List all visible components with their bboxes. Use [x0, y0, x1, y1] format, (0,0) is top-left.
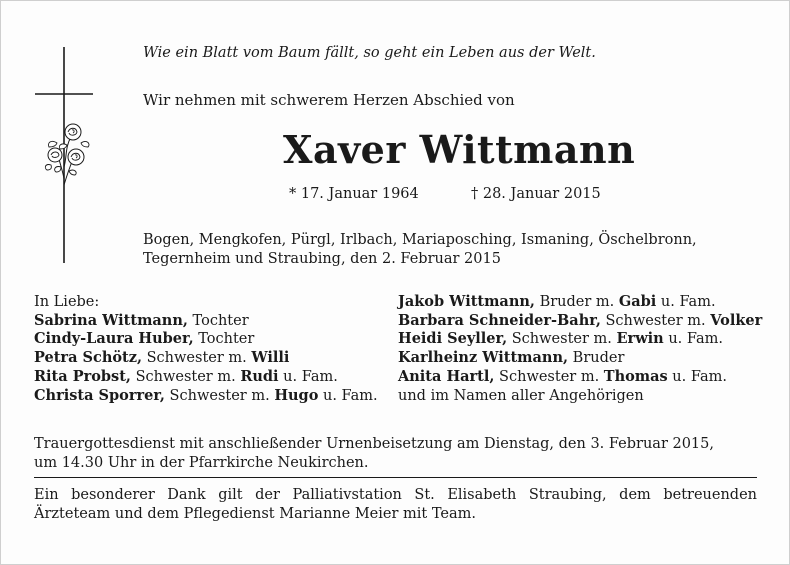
mourner-entry: Cindy-Laura Huber, Tochter: [34, 330, 255, 348]
mourner-entry: Barbara Schneider-Bahr, Schwester m. Volker: [398, 311, 763, 329]
places-line-2: Tegernheim und Straubing, den 2. Februar 2015: [143, 251, 501, 267]
mourners-right-column: [398, 293, 762, 405]
farewell-line: Wir nehmen mit schwerem Herzen Abschied von: [143, 91, 515, 109]
divider: [34, 477, 757, 478]
service-line-1: Trauergottesdienst mit anschließender Urnenbeisetzung am Dienstag, den 3. Februar 2015,: [34, 436, 714, 452]
thanks-note: Ein besonderer Dank gilt der Palliativstation St. Elisabeth Straubing, dem betreuenden Ärzteteam und dem Pflegedienst Marianne Meier mit Team.: [34, 487, 757, 522]
mourner-entry: Christa Sporrer, Schwester m. Hugo u. Fam.: [34, 386, 378, 404]
mourner-entry: Jakob Wittmann, Bruder m. Gabi u. Fam.: [398, 293, 716, 310]
death-date: † 28. Januar 2015: [471, 186, 601, 202]
mourner-entry: Heidi Seyller, Schwester m. Erwin u. Fam.: [398, 330, 723, 348]
birth-date: * 17. Januar 1964: [289, 186, 419, 202]
service-announcement: [34, 435, 764, 473]
cross-with-roses-icon: [31, 47, 97, 265]
places-line-1: Bogen, Mengkofen, Pürgl, Irlbach, Mariaposching, Ismaning, Öschelbronn,: [143, 232, 697, 248]
mourner-entry: Rita Probst, Schwester m. Rudi u. Fam.: [34, 367, 338, 385]
service-line-2: um 14.30 Uhr in der Pfarrkirche Neukirchen.: [34, 455, 369, 471]
mourner-entry: Sabrina Wittmann, Tochter: [34, 311, 249, 329]
mourner-entry: Petra Schötz, Schwester m. Willi: [34, 349, 290, 367]
deceased-name: Xaver Wittmann: [283, 127, 636, 172]
mourner-entry: Anita Hartl, Schwester m. Thomas u. Fam.: [398, 367, 727, 385]
mourners-left-column: [34, 293, 378, 405]
places-and-date: [143, 231, 763, 269]
mourners-intro: In Liebe:: [34, 294, 100, 310]
mourners-closing: und im Namen aller Angehörigen: [398, 387, 644, 404]
motto-line: Wie ein Blatt vom Baum fällt, so geht ein Leben aus der Welt.: [143, 45, 596, 61]
mourner-entry: Karlheinz Wittmann, Bruder: [398, 349, 625, 367]
